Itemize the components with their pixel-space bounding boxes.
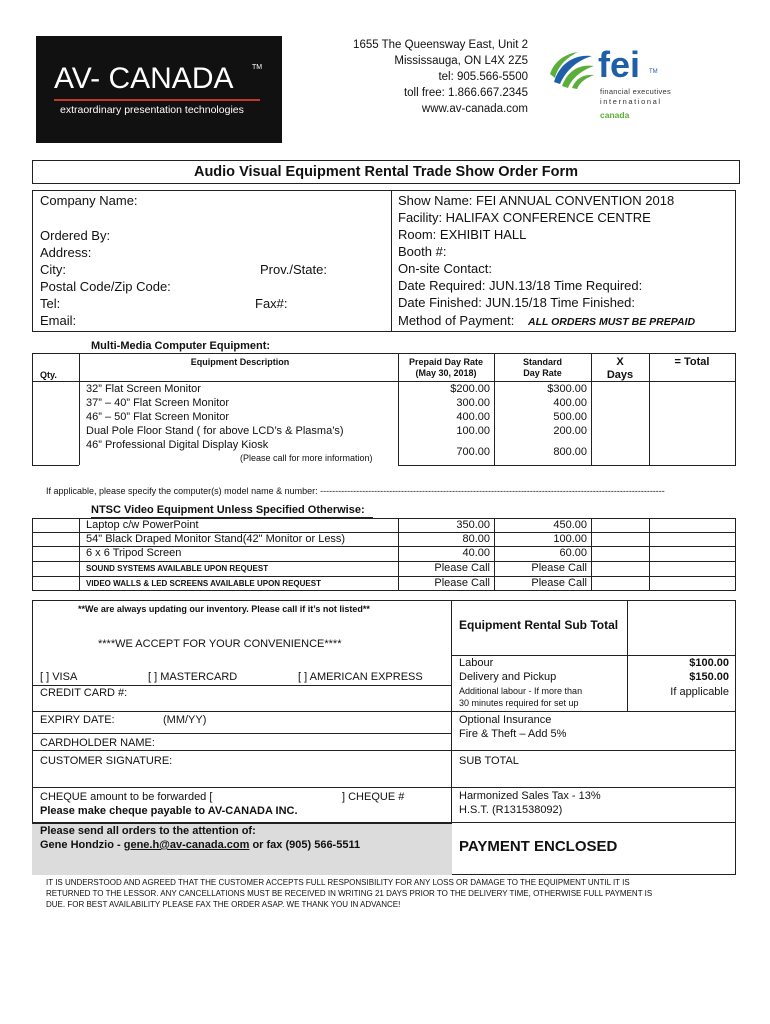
ntsc-row-1-standard: 450.00 [553,519,587,531]
expiry-date-label[interactable]: EXPIRY DATE: [40,714,115,726]
send-orders-label: Please send all orders to the attention of: [40,825,256,837]
booth-label[interactable]: Booth #: [398,244,447,259]
address-web: www.av-canada.com [421,103,528,115]
address-line-1: 1655 The Queensway East, Unit 2 [353,39,528,51]
form-title: Audio Visual Equipment Rental Trade Show Order Form [193,164,579,180]
insurance-label-2: Fire & Theft – Add 5% [459,728,567,740]
labour-label: Labour [459,657,494,669]
fax-label[interactable]: Fax#: [255,296,288,311]
logo-text: AV- CANADA [54,62,234,95]
payment-method-label: Method of Payment: [398,313,515,328]
cheque-payable-note: Please make cheque payable to AV-CANADA INC. [40,805,298,817]
col-desc-header: Equipment Description [190,357,290,367]
mm-row-2-prepaid: 300.00 [456,397,490,409]
mm-row-2-standard: 400.00 [553,397,587,409]
qty-bottom [32,465,79,466]
tel-label[interactable]: Tel: [40,296,61,311]
fei-sub-1: financial executives [600,87,672,96]
address-tel: tel: 905.566-5500 [438,71,528,83]
ntsc-col-qty [79,518,80,591]
delivery-label: Delivery and Pickup [459,671,557,683]
model-note[interactable]: If applicable, please specify the computer(s) model name & number: ------------------------------------------------------------------------------------------------------------------- [46,486,665,496]
expiry-format: (MM/YY) [163,714,207,726]
line-cards [32,685,452,686]
address-label[interactable]: Address: [40,245,92,260]
delivery-amount: $150.00 [689,671,729,683]
line-signature [32,787,736,788]
ntsc-col-standard [591,518,592,591]
rates-bottom [398,465,736,466]
ntsc-col-x [649,518,650,591]
col-right-border [735,353,736,465]
if-applicable: If applicable [670,686,729,698]
subtotal-label: SUB TOTAL [459,755,519,767]
col-divider-qty [79,353,80,465]
cheque-amount-label[interactable]: CHEQUE amount to be forwarded [ [40,791,213,803]
insurance-label-1[interactable]: Optional Insurance [459,714,552,726]
customer-signature-label[interactable]: CUSTOMER SIGNATURE: [40,755,173,767]
logo-tm: TM [252,64,263,71]
mm-row-1-prepaid: $200.00 [450,383,490,395]
ntsc-row-2-desc: 54" Black Draped Monitor Stand(42" Monitor or Less) [86,533,346,545]
address-line-2: Mississauga, ON L4X 2Z5 [394,55,528,67]
col-total-header: = Total [674,356,710,368]
mm-row-3-desc: 46” – 50” Flat Screen Monitor [86,411,230,423]
multimedia-heading: Multi-Media Computer Equipment: [91,340,271,352]
fei-sub-2: international [600,97,662,106]
line-labour [32,711,736,712]
mm-row-3-standard: 500.00 [553,411,587,423]
col-qty-header: Qty. [40,370,57,380]
ntsc-row-2-prepaid: 80.00 [462,533,490,545]
address-tollfree: toll free: 1.866.667.2345 [403,87,528,99]
mm-row-4-desc: Dual Pole Floor Stand ( for above LCD’s & Plasma’s) [86,425,344,437]
col-x-header-2: Days [606,369,634,381]
cheque-number-label[interactable]: ] CHEQUE # [342,791,405,803]
mm-row-5-note: (Please call for more information) [240,453,373,463]
facility: Facility: HALIFAX CONFERENCE CENTRE [398,210,651,225]
inventory-note: **We are always updating our inventory. Please call if it’s not listed** [78,604,370,614]
send-orders-contact [40,839,360,851]
hst-label-2: H.S.T. (R131538092) [459,804,563,816]
ntsc-row-1-prepaid: 350.00 [456,519,490,531]
info-divider [391,190,392,332]
cardholder-name-label[interactable]: CARDHOLDER NAME: [40,737,155,749]
amex-checkbox[interactable]: [ ] AMERICAN EXPRESS [298,671,423,683]
ntsc-row-2-standard: 100.00 [553,533,587,545]
ntsc-row-5-prepaid: Please Call [434,577,490,589]
room: Room: EXHIBIT HALL [398,227,527,242]
line-expiry [32,733,452,734]
disclaimer-line-1: IT IS UNDERSTOOD AND AGREED THAT THE CUSTOMER ACCEPTS FULL RESPONSIBILITY FOR ANY LOSS OR DAMAGE TO THE EQUIPMENT UNTIL IT IS [46,878,630,887]
mm-row-2-desc: 37” – 40” Flat Screen Monitor [86,397,230,409]
ntsc-row-3-desc: 6 x 6 Tripod Screen [86,547,182,559]
labour-amount: $100.00 [689,657,729,669]
mm-row-5-standard: 800.00 [553,446,587,458]
ntsc-row-4-standard: Please Call [531,562,587,574]
fei-wordmark: fei [598,44,641,85]
ntsc-row-1-desc: Laptop c/w PowerPoint [86,519,199,531]
col-prepaid-header-1: Prepaid Day Rate [408,357,484,367]
col-x-header-1: X [616,356,624,368]
credit-card-number-label[interactable]: CREDIT CARD #: [40,687,128,699]
mm-row-1-desc: 32” Flat Screen Monitor [86,383,201,395]
postal-code-label[interactable]: Postal Code/Zip Code: [40,279,171,294]
ntsc-row-3-prepaid: 40.00 [462,547,490,559]
payment-prepaid-note: ALL ORDERS MUST BE PREPAID [528,316,696,328]
logo-tagline: extraordinary presentation technologies [60,104,244,116]
mm-row-4-prepaid: 100.00 [456,425,490,437]
city-label[interactable]: City: [40,262,66,277]
fei-tm: TM [649,69,658,75]
date-finished[interactable]: Date Finished: JUN.15/18 Time Finished: [398,295,635,310]
logo-rule [54,99,260,101]
email-label[interactable]: Email: [40,313,77,328]
ntsc-row-line-3 [32,561,736,562]
payment-enclosed-label: PAYMENT ENCLOSED [459,838,618,855]
contact-email-link[interactable]: gene.h@av-canada.com [123,839,250,851]
line-subtotal [451,655,736,656]
show-name: Show Name: FEI ANNUAL CONVENTION 2018 [398,193,675,208]
mm-row-1-standard: $300.00 [547,383,587,395]
company-name-label[interactable]: Company Name: [40,193,138,208]
ordered-by-label[interactable]: Ordered By: [40,228,111,243]
prov-state-label[interactable]: Prov./State: [260,262,327,277]
col-standard-header-1: Standard [522,357,562,367]
date-required[interactable]: Date Required: JUN.13/18 Time Required: [398,278,643,293]
mastercard-checkbox[interactable]: [ ] MASTERCARD [148,671,238,683]
ntsc-row-4-desc: SOUND SYSTEMS AVAILABLE UPON REQUEST [86,564,269,573]
ntsc-row-line-4 [32,576,736,577]
fei-canada: canada [600,110,630,120]
ntsc-row-5-standard: Please Call [531,577,587,589]
mm-row-3-prepaid: 400.00 [456,411,490,423]
ntsc-row-3-standard: 60.00 [559,547,587,559]
contact-name: Gene Hondzio - [40,839,124,851]
equipment-subtotal-label: Equipment Rental Sub Total [459,618,619,632]
col-divider-x [649,353,650,465]
mm-row-5-desc: 46” Professional Digital Display Kiosk [86,439,269,451]
accept-cards-heading: ****WE ACCEPT FOR YOUR CONVENIENCE**** [98,638,342,650]
ntsc-row-5-desc: VIDEO WALLS & LED SCREENS AVAILABLE UPON REQUEST [86,579,321,588]
mm-row-4-standard: 200.00 [553,425,587,437]
line-insurance [32,750,736,751]
contact-fax: or fax (905) 566-5511 [249,839,361,851]
disclaimer-line-3: DUE. FOR BEST AVAILABILITY PLEASE FAX THE ORDER ASAP. WE THANK YOU IN ADVANCE! [46,900,401,909]
additional-labour-2: 30 minutes required for set up [459,698,579,708]
col-prepaid-header-2: (May 30, 2018) [415,368,477,378]
col-left-border [32,353,33,465]
ntsc-row-4-prepaid: Please Call [434,562,490,574]
disclaimer-line-2: RETURNED TO THE LESSOR. ANY CANCELLATIONS MUST BE RECEIVED IN WRITING 21 DAYS PRIOR TO THE DELIVERY TIME, OTHERWISE FULL PAYMENT IS [46,889,653,898]
onsite-contact-label[interactable]: On-site Contact: [398,261,492,276]
additional-labour-1: Additional labour - If more than [459,686,583,696]
visa-checkbox[interactable]: [ ] VISA [40,671,78,683]
col-standard-header-2: Day Rate [523,368,562,378]
mm-row-5-prepaid: 700.00 [456,446,490,458]
ntsc-heading: NTSC Video Equipment Unless Specified Otherwise: [91,504,365,516]
hst-label-1: Harmonized Sales Tax - 13% [459,790,601,802]
fei-swirl-icon [546,48,598,92]
